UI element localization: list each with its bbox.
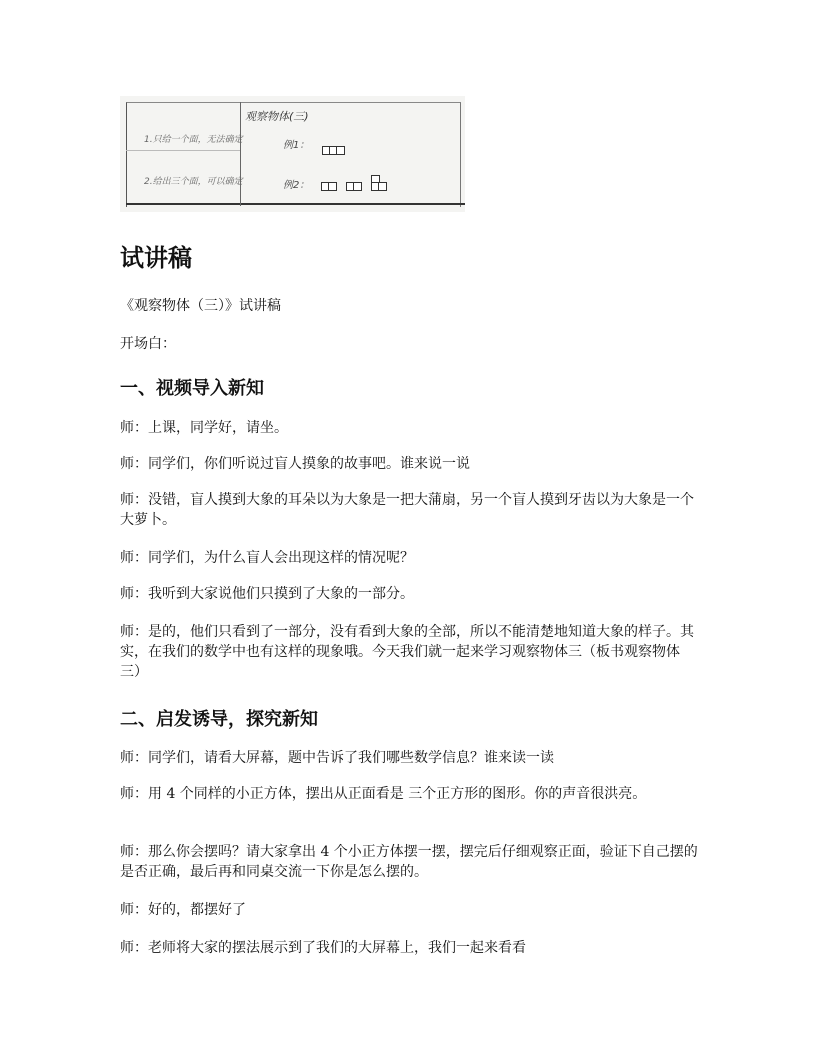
paragraph-opening: 开场白： — [120, 336, 176, 352]
paragraph: 师：同学们，为什么盲人会出现这样的情况呢？ — [120, 550, 414, 566]
paragraph: 师：没错，盲人摸到大象的耳朵以为大象是一把大蒲扇，另一个盲人摸到牙齿以为大象是一个大萝卜。 — [120, 492, 694, 528]
paragraph: 师：老师将大家的摆法展示到了我们的大屏幕上，我们一起来看看 — [120, 940, 526, 956]
blackboard-photo — [120, 96, 465, 212]
paragraph: 师：那么你会摆吗？请大家拿出 4 个小正方体摆一摆，摆完后仔细观察正面，验证下自己摆的是否正确，最后再和同桌交流一下你是怎么摆的。 — [120, 844, 698, 880]
cube-square-icon — [328, 182, 337, 191]
board-title: 观察物体(三) — [245, 110, 309, 123]
board-divider-horizontal — [126, 150, 240, 151]
paragraph: 师：上课，同学好，请坐。 — [120, 420, 288, 436]
page-heading: 试讲稿 — [120, 244, 192, 272]
board-note-1: 1.只给一个面，无法确定 — [144, 135, 243, 145]
paragraph: 师：同学们，你们听说过盲人摸象的故事吧。谁来说一说 — [120, 456, 470, 472]
paragraph: 师：我听到大家说他们只摸到了大象的一部分。 — [120, 586, 414, 602]
paragraph: 师：用 4 个同样的小正方体，摆出从正面看是 三个正方形的图形。你的声音很洪亮。 — [120, 786, 647, 802]
board-note-2: 2.给出三个面，可以确定 — [144, 177, 243, 187]
board-bottom-edge — [126, 203, 465, 205]
cube-square-icon — [336, 146, 345, 155]
paragraph: 师：好的，都摆好了 — [120, 902, 246, 918]
board-example-1: 例1： — [283, 140, 310, 151]
cube-square-icon — [353, 182, 362, 191]
cube-square-icon — [378, 182, 387, 191]
paragraph: 师：同学们，请看大屏幕，题中告诉了我们哪些数学信息？谁来读一读 — [120, 750, 554, 766]
section-heading-1: 一、视频导入新知 — [120, 378, 264, 399]
board-divider-vertical — [240, 102, 241, 206]
board-example-2: 例2： — [283, 180, 310, 191]
paragraph: 师：是的，他们只看到了一部分，没有看到大象的全部，所以不能清楚地知道大象的样子。其实，在我们的数学中也有这样的现象哦。今天我们就一起来学习观察物体三（板书观察物体三） — [120, 624, 694, 680]
doc-subtitle: 《观察物体（三）》试讲稿 — [120, 298, 281, 314]
section-heading-2: 二、启发诱导，探究新知 — [120, 709, 318, 730]
